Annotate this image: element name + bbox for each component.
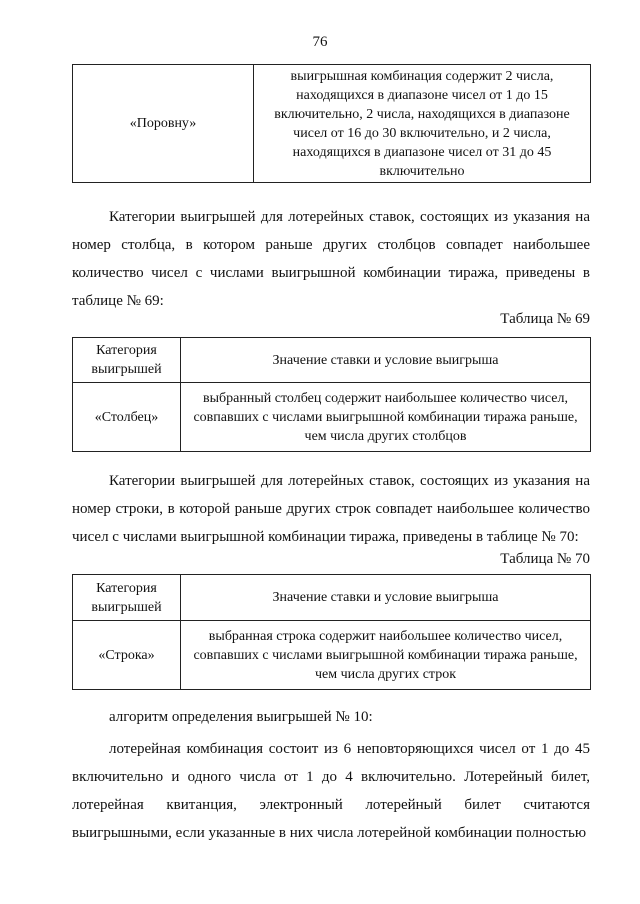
algorithm-heading: алгоритм определения выигрышей № 10: — [109, 709, 373, 725]
paragraph-table-69-intro: Категории выигрышей для лотерейных ставок, состоящих из указания на номер столбца, в котором раньше других столбцов совпадет наибольшее количество чисел с числами выигрышной комбинации тиража, приведены в таблице № 69: — [72, 209, 590, 309]
category-cell: «Столбец» — [73, 383, 181, 452]
header-category-cell: Категория выигрышей — [73, 338, 181, 383]
table-69-caption: Таблица № 69 — [500, 311, 590, 327]
paragraph-table-70-intro: Категории выигрышей для лотерейных ставок, состоящих из указания на номер строки, в которой раньше других строк совпадет наибольшее количество чисел с числами выигрышной комбинации тиража, приведены в таблице № 70: — [72, 473, 590, 545]
condition-cell: выигрышная комбинация содержит 2 числа, находящихся в диапазоне чисел от 1 до 15 включительно, 2 числа, находящихся в диапазоне чисел от 16 до 30 включительно, и 2 числа, находящихся в диапазоне чисел от 31 до 45 включительно — [254, 65, 591, 183]
table-70 — [72, 574, 591, 690]
page-number: 76 — [312, 34, 328, 50]
condition-cell: выбранная строка содержит наибольшее количество чисел, совпавших с числами выигрышной комбинации тиража раньше, чем числа других строк — [181, 621, 591, 690]
table-69 — [72, 337, 591, 452]
table-poróvnu — [72, 64, 591, 183]
header-category-cell: Категория выигрышей — [73, 575, 181, 621]
table-70-caption: Таблица № 70 — [500, 551, 590, 567]
category-cell: «Поровну» — [73, 65, 254, 183]
category-cell: «Строка» — [73, 621, 181, 690]
header-condition-cell: Значение ставки и условие выигрыша — [181, 575, 591, 621]
algorithm-text: лотерейная комбинация состоит из 6 неповторяющихся чисел от 1 до 45 включительно и одного числа от 1 до 4 включительно. Лотерейный билет, лотерейная квитанция, электронный лотерейный билет считаются выигрышными, если указанные в них числа лотерейной комбинации полностью — [72, 741, 590, 841]
condition-cell: выбранный столбец содержит наибольшее количество чисел, совпавших с числами выигрышной комбинации тиража раньше, чем числа других столбцов — [181, 383, 591, 452]
header-condition-cell: Значение ставки и условие выигрыша — [181, 338, 591, 383]
